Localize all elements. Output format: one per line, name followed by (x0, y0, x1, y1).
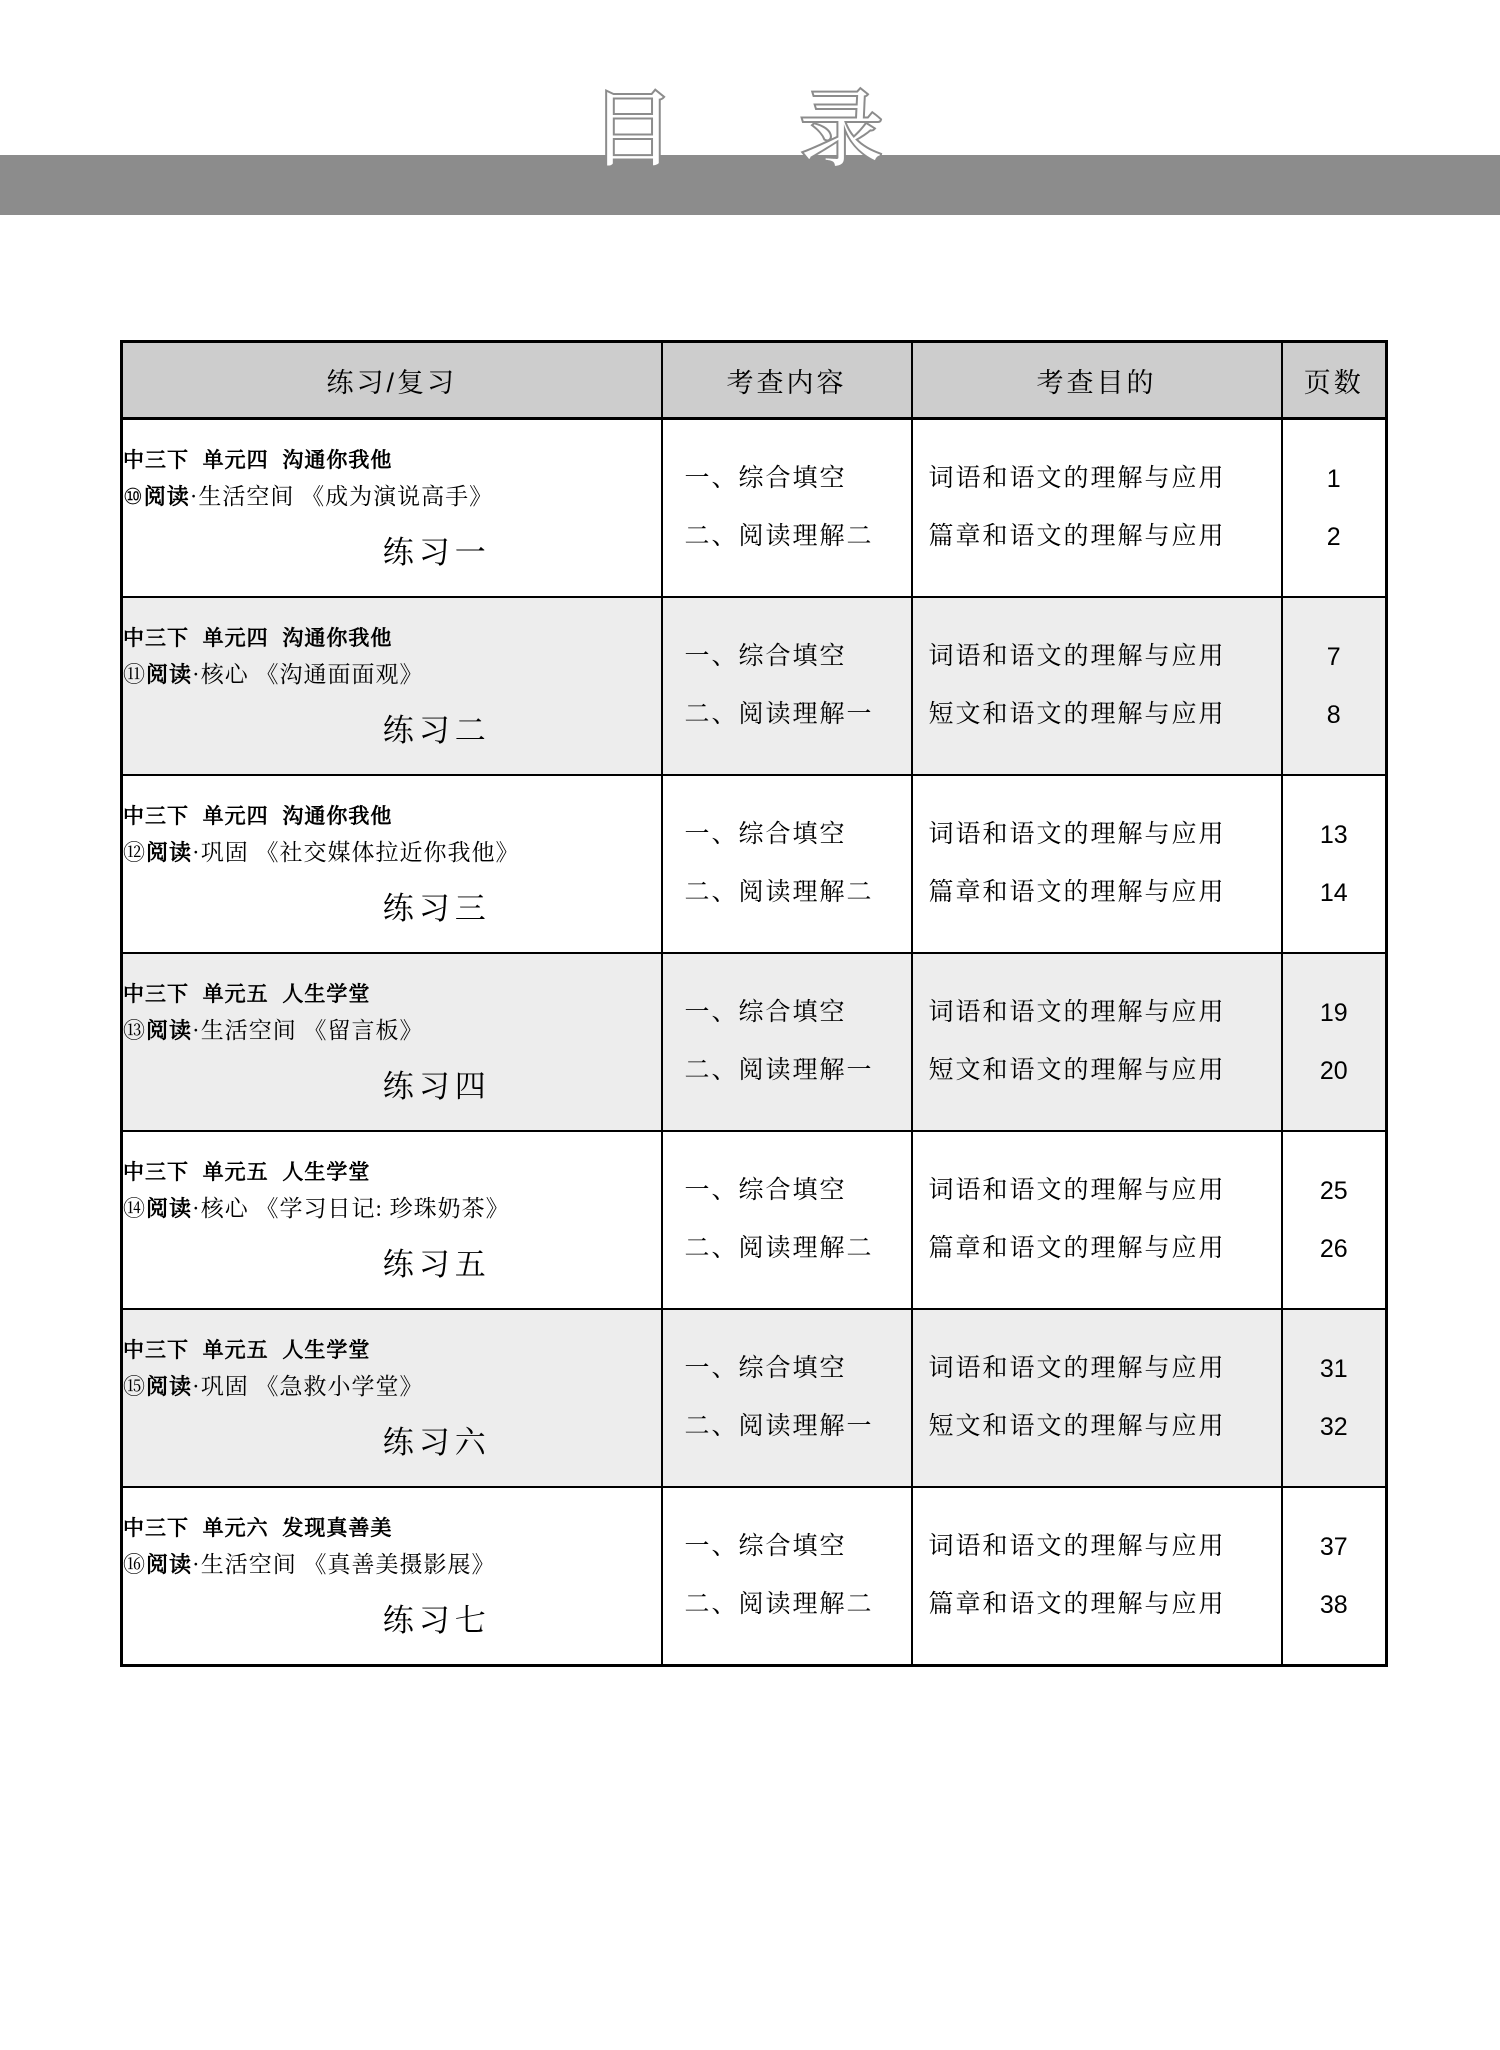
table-row[interactable] (122, 1487, 1387, 1666)
purpose-item: 篇章和语文的理解与应用 (928, 523, 1226, 550)
page-title: 目 录 (590, 83, 910, 177)
unit-label: 中三下 单元六 发现真善美 (123, 1517, 393, 1540)
item-number: ⑯ (123, 1552, 147, 1577)
column-header-content: 考查内容 (662, 342, 912, 419)
toc-table (120, 340, 1388, 1667)
unit-label: 中三下 单元四 沟通你我他 (123, 805, 393, 828)
article-title: 《急救小学堂》 (255, 1374, 424, 1399)
content-item: 一、综合填空 (684, 465, 847, 492)
table-row[interactable] (122, 1309, 1387, 1487)
article-line (123, 834, 661, 867)
purpose-item: 词语和语文的理解与应用 (928, 465, 1226, 492)
cell-purpose (912, 1487, 1282, 1666)
reading-label: 阅读 (143, 484, 190, 509)
table-row[interactable] (122, 775, 1387, 953)
reading-label: 阅读 (146, 1018, 193, 1043)
content-item: 一、综合填空 (684, 1355, 847, 1382)
column-header-purpose: 考查目的 (912, 342, 1282, 419)
cell-content (662, 1131, 912, 1309)
purpose-item: 短文和语文的理解与应用 (928, 1413, 1226, 1440)
page-number: 1 (1326, 465, 1341, 493)
cell-page (1282, 775, 1387, 953)
article-line (123, 478, 661, 511)
category-label: 核心 (200, 662, 249, 687)
toc-table-body (122, 419, 1387, 1666)
reading-label: 阅读 (146, 662, 193, 687)
content-item: 一、综合填空 (684, 1533, 847, 1560)
cell-purpose (912, 1131, 1282, 1309)
table-of-contents (120, 340, 1385, 1667)
content-item: 一、综合填空 (684, 1177, 847, 1204)
table-row[interactable] (122, 597, 1387, 775)
content-item: 二、阅读理解一 (684, 701, 874, 728)
reading-label: 阅读 (146, 1374, 193, 1399)
separator-dot: · (189, 484, 199, 509)
cell-page (1282, 419, 1387, 598)
purpose-item: 词语和语文的理解与应用 (928, 1177, 1226, 1204)
practice-name: 练习一 (382, 535, 491, 570)
article-line (123, 1368, 661, 1401)
category-label: 核心 (200, 1196, 249, 1221)
content-item: 二、阅读理解二 (684, 1591, 874, 1618)
item-number: ⑬ (123, 1018, 147, 1043)
page-number: 14 (1319, 879, 1348, 907)
cell-purpose (912, 1309, 1282, 1487)
category-label: 生活空间 (200, 1552, 297, 1577)
article-line (123, 1012, 661, 1045)
purpose-item: 词语和语文的理解与应用 (928, 1533, 1226, 1560)
page-number: 38 (1319, 1591, 1348, 1619)
article-line (123, 1190, 661, 1223)
cell-page (1282, 1487, 1387, 1666)
category-label: 生活空间 (198, 484, 295, 509)
table-row[interactable] (122, 1131, 1387, 1309)
reading-label: 阅读 (146, 840, 193, 865)
purpose-item: 短文和语文的理解与应用 (928, 1057, 1226, 1084)
cell-page (1282, 953, 1387, 1131)
practice-name: 练习二 (382, 713, 491, 748)
cell-page (1282, 1131, 1387, 1309)
separator-dot: · (192, 1374, 201, 1399)
purpose-item: 短文和语文的理解与应用 (928, 701, 1226, 728)
article-line (123, 1546, 661, 1579)
cell-content (662, 597, 912, 775)
page-number: 25 (1319, 1177, 1348, 1205)
article-title: 《真善美摄影展》 (303, 1552, 496, 1577)
cell-page (1282, 1309, 1387, 1487)
cell-content (662, 419, 912, 598)
separator-dot: · (192, 1552, 201, 1577)
item-number: ⑩ (123, 484, 144, 509)
content-item: 一、综合填空 (684, 643, 847, 670)
cell-practice (122, 775, 662, 953)
article-title: 《社交媒体拉近你我他》 (255, 840, 520, 865)
item-number: ⑮ (123, 1374, 147, 1399)
cell-purpose (912, 419, 1282, 598)
article-line (123, 656, 661, 689)
unit-label: 中三下 单元四 沟通你我他 (123, 627, 393, 650)
unit-label: 中三下 单元五 人生学堂 (123, 1339, 371, 1362)
page-number: 13 (1319, 821, 1348, 849)
content-item: 一、综合填空 (684, 821, 847, 848)
cell-practice (122, 597, 662, 775)
page-number: 19 (1319, 999, 1348, 1027)
content-item: 一、综合填空 (684, 999, 847, 1026)
separator-dot: · (192, 1018, 201, 1043)
purpose-item: 篇章和语文的理解与应用 (928, 1235, 1226, 1262)
practice-name: 练习七 (382, 1603, 491, 1638)
table-row[interactable] (122, 419, 1387, 598)
content-item: 二、阅读理解二 (684, 879, 874, 906)
cell-practice (122, 953, 662, 1131)
table-row[interactable] (122, 953, 1387, 1131)
item-number: ⑪ (123, 662, 147, 687)
column-header-page: 页数 (1282, 342, 1387, 419)
cell-practice (122, 1309, 662, 1487)
cell-purpose (912, 597, 1282, 775)
practice-name: 练习四 (382, 1069, 491, 1104)
page-number: 37 (1319, 1533, 1348, 1561)
cell-content (662, 1309, 912, 1487)
cell-page (1282, 597, 1387, 775)
page-number: 32 (1319, 1413, 1348, 1441)
separator-dot: · (192, 662, 201, 687)
purpose-item: 词语和语文的理解与应用 (928, 643, 1226, 670)
content-item: 二、阅读理解二 (684, 523, 874, 550)
item-number: ⑭ (123, 1196, 147, 1221)
purpose-item: 篇章和语文的理解与应用 (928, 1591, 1226, 1618)
category-label: 生活空间 (200, 1018, 297, 1043)
page-number: 2 (1326, 523, 1341, 551)
content-item: 二、阅读理解一 (684, 1057, 874, 1084)
separator-dot: · (192, 1196, 201, 1221)
category-label: 巩固 (200, 1374, 249, 1399)
reading-label: 阅读 (146, 1552, 193, 1577)
article-title: 《成为演说高手》 (301, 484, 494, 509)
purpose-item: 词语和语文的理解与应用 (928, 1355, 1226, 1382)
cell-purpose (912, 775, 1282, 953)
item-number: ⑫ (123, 840, 147, 865)
practice-name: 练习三 (382, 891, 491, 926)
cell-practice (122, 1487, 662, 1666)
unit-label: 中三下 单元五 人生学堂 (123, 983, 371, 1006)
practice-name: 练习六 (382, 1425, 491, 1460)
cell-practice (122, 419, 662, 598)
cell-content (662, 953, 912, 1131)
cell-practice (122, 1131, 662, 1309)
category-label: 巩固 (200, 840, 249, 865)
article-title: 《留言板》 (303, 1018, 424, 1043)
practice-name: 练习五 (382, 1247, 491, 1282)
page-number: 26 (1319, 1235, 1348, 1263)
page-number: 8 (1326, 701, 1341, 729)
toc-table-header (122, 342, 1387, 419)
cell-content (662, 1487, 912, 1666)
content-item: 二、阅读理解二 (684, 1235, 874, 1262)
reading-label: 阅读 (146, 1196, 193, 1221)
unit-label: 中三下 单元五 人生学堂 (123, 1161, 371, 1184)
page-number: 31 (1319, 1355, 1348, 1383)
page-number: 20 (1319, 1057, 1348, 1085)
cell-content (662, 775, 912, 953)
unit-label: 中三下 单元四 沟通你我他 (123, 449, 393, 472)
purpose-item: 词语和语文的理解与应用 (928, 999, 1226, 1026)
article-title: 《沟通面面观》 (255, 662, 424, 687)
content-item: 二、阅读理解一 (684, 1413, 874, 1440)
article-title: 《学习日记: 珍珠奶茶》 (255, 1196, 510, 1221)
title-area (0, 0, 1500, 225)
cell-purpose (912, 953, 1282, 1131)
purpose-item: 词语和语文的理解与应用 (928, 821, 1226, 848)
page-number: 7 (1326, 643, 1341, 671)
column-header-practice: 练习/复习 (122, 342, 662, 419)
separator-dot: · (192, 840, 201, 865)
purpose-item: 篇章和语文的理解与应用 (928, 879, 1226, 906)
header-row (122, 342, 1387, 419)
